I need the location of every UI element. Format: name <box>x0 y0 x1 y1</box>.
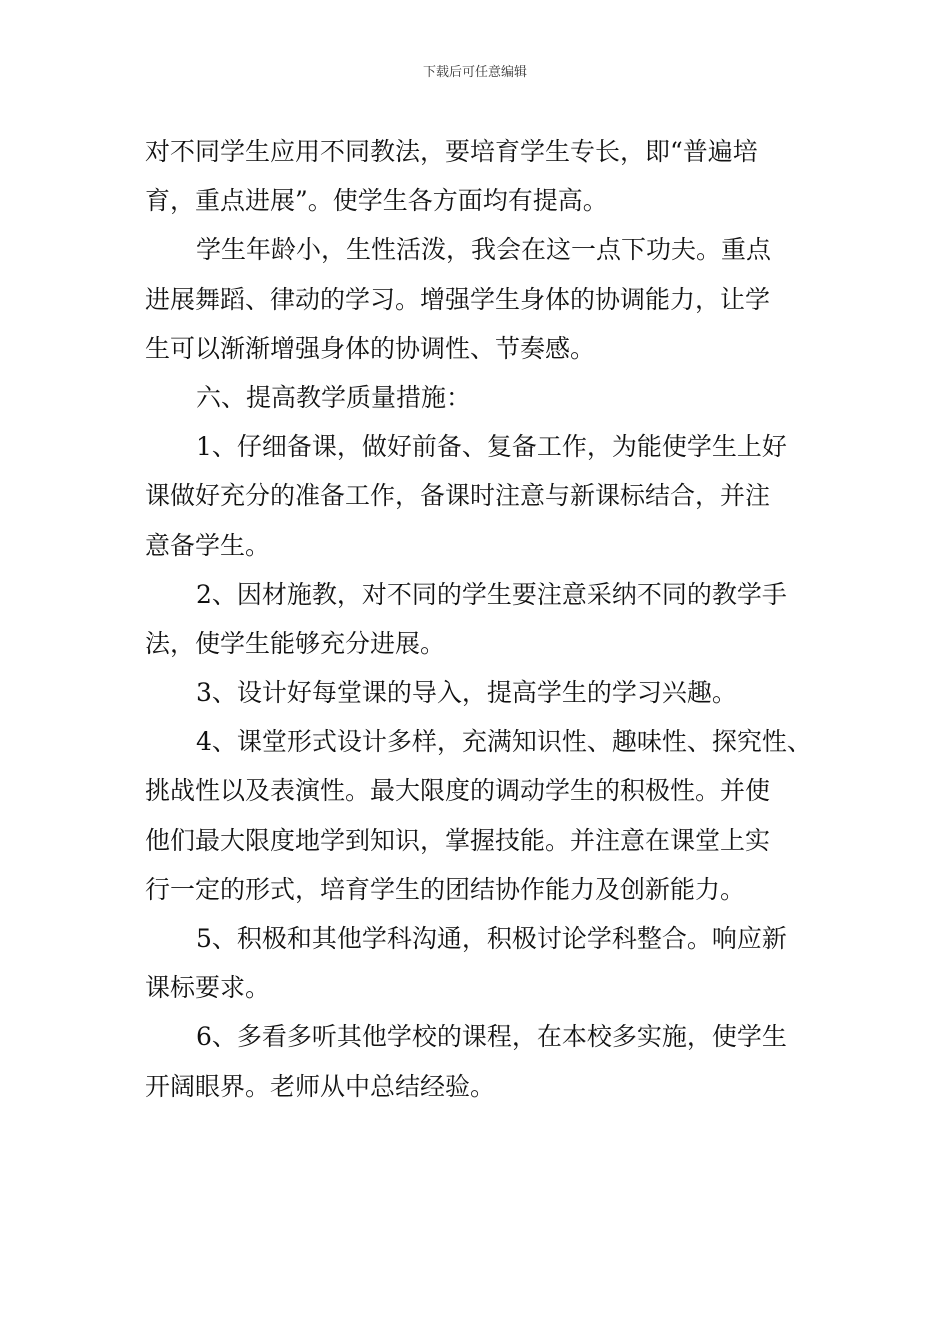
text-line: 课标要求。 <box>145 973 271 1003</box>
text-line: 生可以渐渐增强身体的协调性、节奏感。 <box>145 333 596 363</box>
text-line: 行一定的形式，培育学生的团结协作能力及创新能力。 <box>145 874 746 904</box>
text-line: 2、因材施教，对不同的学生要注意采纳不同的教学手 <box>196 579 787 609</box>
document-body <box>145 127 825 1111</box>
text-line: 挑战性以及表演性。最大限度的调动学生的积极性。并使 <box>145 776 771 806</box>
text-line: 3、设计好每堂课的导入，提高学生的学习兴趣。 <box>196 678 737 708</box>
text-line: 学生年龄小，生性活泼，我会在这一点下功夫。重点 <box>196 235 772 265</box>
text-line: 课做好充分的准备工作，备课时注意与新课标结合，并注 <box>145 481 771 511</box>
text-line: 育，重点进展”。使学生各方面均有提高。 <box>145 186 608 216</box>
text-line: 法，使学生能够充分进展。 <box>145 628 446 658</box>
page-header: 下载后可任意编辑 <box>422 65 527 80</box>
text-line: 意备学生。 <box>145 530 271 560</box>
text-line: 4、课堂形式设计多样，充满知识性、趣味性、探究性、 <box>196 727 812 757</box>
text-line: 6、多看多听其他学校的课程，在本校多实施，使学生 <box>196 1022 787 1052</box>
text-line: 对不同学生应用不同教法，要培育学生专长，即“普遍培 <box>145 137 758 166</box>
text-line: 开阔眼界。老师从中总结经验。 <box>145 1071 496 1101</box>
text-line: 5、积极和其他学科沟通，积极讨论学科整合。响应新 <box>196 924 787 953</box>
text-line: 进展舞蹈、律动的学习。增强学生身体的协调能力，让学 <box>145 284 771 314</box>
text-line: 他们最大限度地学到知识，掌握技能。并注意在课堂上实 <box>145 825 771 855</box>
text-line: 1、仔细备课，做好前备、复备工作，为能使学生上好 <box>196 432 787 462</box>
text-line: 六、提高教学质量措施： <box>196 382 472 412</box>
